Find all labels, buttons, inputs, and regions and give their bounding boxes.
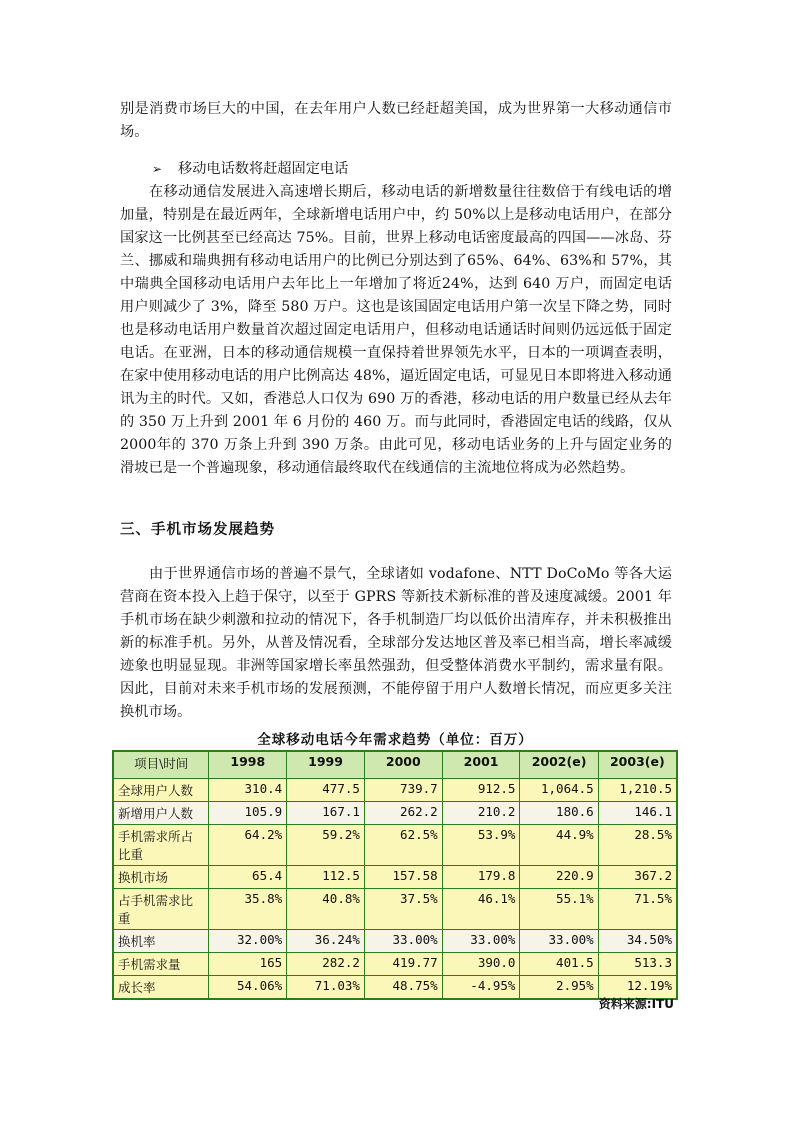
table-row [113, 802, 677, 825]
table-cell: 54.06% [209, 976, 287, 1000]
table-cell: 390.0 [442, 953, 520, 976]
table-row [113, 779, 677, 802]
table-cell: 71.03% [287, 976, 365, 1000]
table-cell: 33.00% [442, 930, 520, 953]
table-cell: 48.75% [364, 976, 442, 1000]
table-cell: 53.9% [442, 825, 520, 866]
paragraph-handset-trend: 由于世界通信市场的普遍不景气，全球诸如 vodafone、NTT DoCoMo 等各大运营商在资本投入上趋于保守，以至于 GPRS 等新技术新标准的普及速度减缓。2001 年手机市场在缺少刺激和拉动的情况下，各手机制造厂均以低价出清库存，并未积极推出新的标准手机。另外，从普及情况看，全球部分发达地区普及率已相当高，增长率减缓迹象也明显显现。非洲等国家增长率虽然强劲，但受整体消费水平制约，需求量有限。因此，目前对未来手机市场的发展预测，不能停留于用户人数增长情况，而应更多关注换机市场。 [120, 566, 672, 720]
row-label: 占手机需求比重 [113, 889, 209, 930]
paragraph-china-market: 别是消费市场巨大的中国，在去年用户人数已经赶超美国，成为世界第一大移动通信市场。 [120, 101, 672, 140]
table-cell: 112.5 [287, 866, 365, 889]
row-label: 手机需求所占比重 [113, 825, 209, 866]
table-cell: 46.1% [442, 889, 520, 930]
header-cell: 项目\时间 [113, 751, 209, 779]
table-cell: 262.2 [364, 802, 442, 825]
table-cell: 12.19% [598, 976, 677, 1000]
table-cell: 210.2 [442, 802, 520, 825]
table-row [113, 889, 677, 930]
table-cell: 28.5% [598, 825, 677, 866]
table-cell: 33.00% [364, 930, 442, 953]
table-cell: 105.9 [209, 802, 287, 825]
table-cell: 40.8% [287, 889, 365, 930]
header-cell: 2000 [364, 751, 442, 779]
table-cell: 34.50% [598, 930, 677, 953]
table-cell: -4.95% [442, 976, 520, 1000]
table-cell: 513.3 [598, 953, 677, 976]
table-cell: 401.5 [520, 953, 598, 976]
table-source: 资料来源:ITU [598, 997, 674, 1011]
bullet-heading-text: 移动电话数将赶超固定电话 [178, 161, 349, 177]
table-cell: 146.1 [598, 802, 677, 825]
table-cell: 65.4 [209, 866, 287, 889]
header-cell: 1998 [209, 751, 287, 779]
table-cell: 32.00% [209, 930, 287, 953]
table-cell: 157.58 [364, 866, 442, 889]
row-label: 成长率 [113, 976, 209, 1000]
table-cell: 55.1% [520, 889, 598, 930]
table-cell: 165 [209, 953, 287, 976]
row-label: 换机率 [113, 930, 209, 953]
paragraph-mobile-vs-fixed: 在移动通信发展进入高速增长期后，移动电话的新增数量往往数倍于有线电话的增加量，特别是在最近两年，全球新增电话用户中，约 50%以上是移动电话用户，在部分国家这一比例甚至已经高达 75%。目前，世界上移动电话密度最高的四国——冰岛、芬兰、挪威和瑞典拥有移动电话用户的比例已分别达到了65%、64%、63%和 57%，其中瑞典全国移动电话用户去年比上一年增加了将近24%，达到 640 万户，而固定电话用户则减少了 3%，降至 580 万户。这也是该国固定电话用户第一次呈下降之势，同时也是移动电话用户数量首次超过固定电话用户，但移动电话通话时间则仍远远低于固定电话。在亚洲，日本的移动通信规模一直保持着世界领先水平，日本的一项调查表明，在家中使用移动电话的用户比例高达 48%，逼近固定电话，可显见日本即将进入移动通讯为主的时代。又如，香港总人口仅为 690 万的香港，移动电话的用户数量已经从去年的 350 万上升到 2001 年 6 月份的 460 万。而与此同时，香港固定电话的线路，仅从 2000年的 370 万条上升到 390 万条。由此可见，移动电话业务的上升与固定业务的滑坡已是一个普遍现象，移动通信最终取代在线通信的主流地位将成为必然趋势。 [120, 184, 672, 476]
header-cell: 2003(e) [598, 751, 677, 779]
table-cell: 220.9 [520, 866, 598, 889]
table-cell: 179.8 [442, 866, 520, 889]
table-cell: 739.7 [364, 779, 442, 802]
table-cell: 180.6 [520, 802, 598, 825]
table-cell: 282.2 [287, 953, 365, 976]
table-cell: 36.24% [287, 930, 365, 953]
section-title: 三、手机市场发展趋势 [120, 522, 275, 538]
row-label: 换机市场 [113, 866, 209, 889]
table-cell: 71.5% [598, 889, 677, 930]
table-cell: 1,210.5 [598, 779, 677, 802]
table-cell: 59.2% [287, 825, 365, 866]
table-cell: 62.5% [364, 825, 442, 866]
row-label: 手机需求量 [113, 953, 209, 976]
table-title: 全球移动电话今年需求趋势（单位：百万） [257, 732, 533, 748]
table-cell: 477.5 [287, 779, 365, 802]
table-cell: 167.1 [287, 802, 365, 825]
table-cell: 35.8% [209, 889, 287, 930]
table-row [113, 930, 677, 953]
table-cell: 912.5 [442, 779, 520, 802]
row-label: 新增用户人数 [113, 802, 209, 825]
table-cell: 44.9% [520, 825, 598, 866]
header-cell: 2001 [442, 751, 520, 779]
table-row [113, 866, 677, 889]
table-cell: 367.2 [598, 866, 677, 889]
table-cell: 64.2% [209, 825, 287, 866]
table-cell: 419.77 [364, 953, 442, 976]
bullet-heading [152, 158, 348, 181]
table-cell: 1,064.5 [520, 779, 598, 802]
arrow-bullet-icon: ➢ [152, 162, 163, 176]
table-cell: 2.95% [520, 976, 598, 1000]
header-cell: 1999 [287, 751, 365, 779]
demand-table [112, 750, 678, 1000]
table-row [113, 825, 677, 866]
table-cell: 37.5% [364, 889, 442, 930]
header-cell: 2002(e) [520, 751, 598, 779]
table-row [113, 953, 677, 976]
table-cell: 33.00% [520, 930, 598, 953]
table-cell: 310.4 [209, 779, 287, 802]
row-label: 全球用户人数 [113, 779, 209, 802]
table-header-row [113, 751, 677, 779]
